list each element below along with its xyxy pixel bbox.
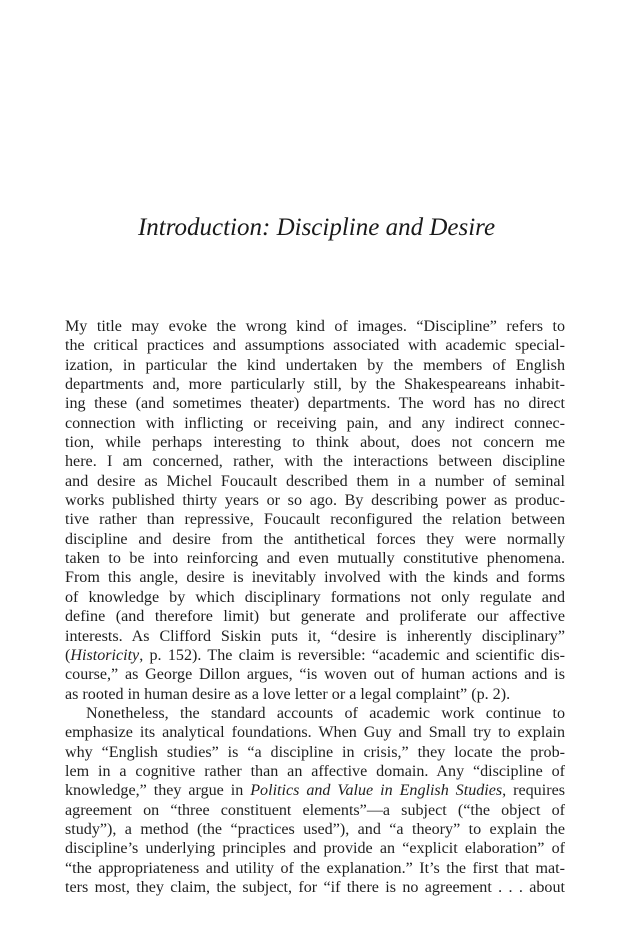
text-line: study”), a method (the “practices used”), and “a theory” to explain the xyxy=(65,820,565,838)
paragraph-2 xyxy=(65,704,565,897)
text-line: of knowledge by which disciplinary formations not only regulate and xyxy=(65,588,565,606)
text-line: My title may evoke the wrong kind of images. “Discipline” refers to xyxy=(65,318,565,335)
chapter-title: Introduction: Discipline and Desire xyxy=(137,214,496,241)
text-line: works published thirty years or so ago. By describing power as produc- xyxy=(65,492,565,510)
body-text xyxy=(65,317,565,897)
text-line: emphasize its analytical foundations. When Guy and Small try to explain xyxy=(65,724,565,742)
text-line: ing these (and sometimes theater) departments. The word has no direct xyxy=(65,395,565,413)
text-line: “the appropriateness and utility of the explanation.” It’s the first that mat- xyxy=(65,859,565,877)
text-line: and desire as Michel Foucault described them in a number of seminal xyxy=(65,472,565,490)
italic-title: Politics and Value in English Studies xyxy=(250,782,503,800)
text-line: course,” as George Dillon argues, “is woven out of human actions and is xyxy=(65,666,565,684)
text-line: here. I am concerned, rather, with the interactions between discipline xyxy=(65,453,565,471)
text-line-with-italic-title: knowledge,” they argue in Politics and Value in English Studies, requires xyxy=(65,782,565,800)
text-line: Nonetheless, the standard accounts of academic work continue to xyxy=(86,704,565,722)
text-line: discipline’s underlying principles and provide an “explicit elaboration” of xyxy=(65,840,565,858)
text-line: taken to be into reinforcing and even mutually constitutive phenomena. xyxy=(65,550,565,568)
text-line: why “English studies” is “a discipline in crisis,” they locate the prob- xyxy=(65,743,565,761)
text-line: connection with inflicting or receiving pain, and any indirect connec- xyxy=(65,414,565,432)
text-line: the critical practices and assumptions associated with academic special- xyxy=(65,337,565,355)
text-line: tion, while perhaps interesting to think about, does not concern me xyxy=(65,434,565,452)
italic-title: Historicity xyxy=(70,646,140,664)
text-line: ization, in particular the kind undertaken by the members of English xyxy=(65,356,565,374)
text-line: lem in a cognitive rather than an affective domain. Any “discipline of xyxy=(65,762,565,780)
text-line: interests. As Clifford Siskin puts it, “desire is inherently disciplinary” xyxy=(65,627,565,645)
text-line: ters most, they claim, the subject, for “if there is no agreement . . . about xyxy=(65,878,565,896)
text-line: departments and, more particularly still, by the Shakespeareans inhabit- xyxy=(65,376,565,394)
text-line: define (and therefore limit) but generate and proliferate our affective xyxy=(65,608,565,626)
text-line: tive rather than repressive, Foucault reconfigured the relation between xyxy=(65,511,565,529)
text-line-with-italic-title: (Historicity, p. 152). The claim is reversible: “academic and scientific dis- xyxy=(65,646,565,664)
text-line: From this angle, desire is inevitably involved with the kinds and forms xyxy=(65,569,565,587)
text-line: as rooted in human desire as a love letter or a legal complaint” (p. 2). xyxy=(65,685,511,703)
paragraph-1 xyxy=(65,317,565,704)
text-line: discipline and desire from the antithetical forces they were normally xyxy=(65,530,565,548)
text-line: agreement on “three constituent elements”—a subject (“the object of xyxy=(65,801,565,819)
